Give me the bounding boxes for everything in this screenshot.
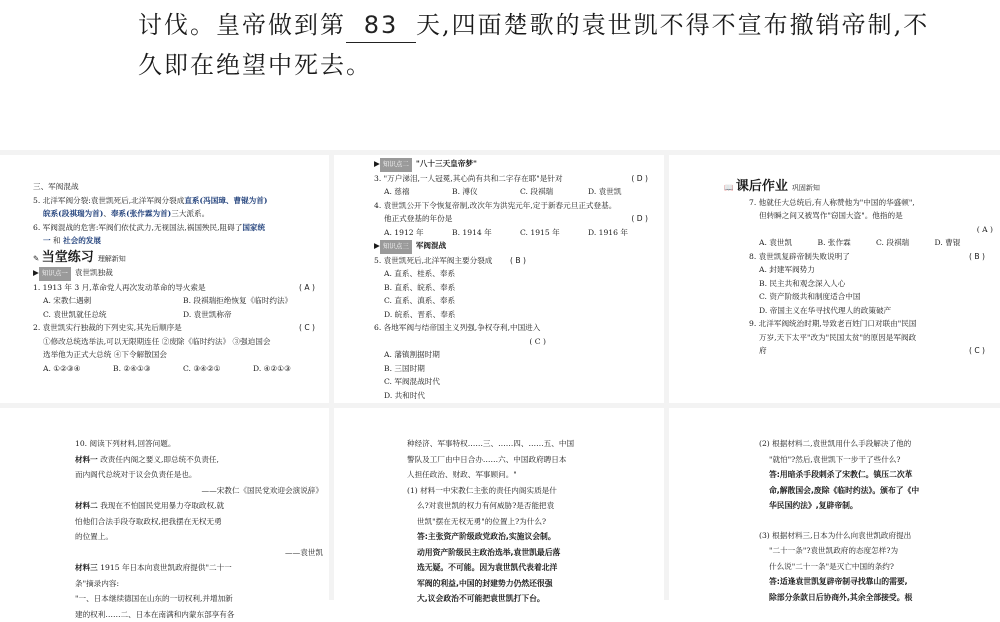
question-9-cont: 万岁,天下太平"改为"民国太贫"的原因是军阀政	[749, 331, 993, 345]
material-3-line: "一、日本继续德国在山东的一切权利,并增加新	[75, 591, 323, 607]
answer-2-line: 华民国约法》,复辟帝制。	[759, 498, 995, 514]
answer-4: ( D )	[631, 212, 648, 226]
option: A. 藩镇割据时期	[374, 348, 656, 362]
question-2-line: ①修改总统选举法,可以无限期连任 ②废除《临时约法》 ③强迫国会	[33, 335, 323, 349]
material-1-line: 而内阁代总统对于议会负责任是也。	[75, 467, 323, 483]
question-8: 8. 袁世凯复辟帝制失败说明了 ( B )	[749, 250, 993, 264]
option: A. 封建军阀势力	[749, 263, 993, 277]
question-7: 7. 他就任大总统后,有人称赞他为"中国的华盛顿",	[749, 196, 993, 210]
material-3-line: 建的权利……二、日本在南满和内蒙东部享有各	[75, 607, 323, 622]
answer-3: ( D )	[631, 172, 648, 186]
question-4: 4. 袁世凯公开下令恢复帝制,改次年为洪宪元年,定于新春元旦正式登基。	[374, 199, 656, 213]
answer-1-line: 动用资产阶级民主政治选举,袁世凯最后落	[407, 545, 659, 561]
question-6-cont: 一 和 社会的发展	[33, 234, 323, 248]
sub-question-2: (2) 根据材料二,袁世凯用什么手段解决了他的	[759, 436, 995, 452]
option: C. 资产阶级共和制度适合中国	[749, 290, 993, 304]
material-2: 材料二 我现在不怕国民党用暴力夺取政权,就	[75, 498, 323, 514]
sub-question-1-cont: 么?对袁世凯的权力有何威胁?是否能把袁	[407, 498, 659, 514]
sub-question-1-cont: 世凯"摆在无权无勇"的位置上?为什么?	[407, 514, 659, 530]
option: D. 共和时代	[374, 389, 656, 403]
material-1: 材料一 改责任内阁之要义,即总统不负责任,	[75, 452, 323, 468]
question-6b: 6. 各地军阀与结帝国主义列强,争权夺利,中国进入	[374, 321, 656, 335]
material-2-line: 的位置上。	[75, 529, 323, 545]
material-1-source: ——宋教仁《国民党欢迎会演说辞》	[75, 483, 323, 499]
question-3-options: A. 慈禧 B. 溥仪 C. 段祺瑞 D. 袁世凯	[374, 185, 656, 199]
topic-tag: 知识点一	[39, 267, 71, 281]
question-3: 3. "万户涕泪,一人冠冕,其心尚有共和二字存在耶"是针对 ( D )	[374, 172, 656, 186]
question-6: 6. 军阀混战的危害:军阀们依仗武力,无视国法,祸国殃民,阻碍了国家统	[33, 221, 323, 235]
sub-question-3-cont: 什么说"二十一条"是灭亡中国的条约?	[759, 559, 995, 575]
option: C. 军阀混战时代	[374, 375, 656, 389]
answer-9: ( C )	[969, 344, 985, 358]
worksheet-page-6	[669, 408, 1000, 600]
material-line: 种经济、军事特权……三、……四、……五、中国	[407, 436, 659, 452]
sub-question-1: (1) 材料一中宋教仁主张的责任内阁实质是什	[407, 483, 659, 499]
answer-5: ( B )	[510, 254, 526, 268]
top-text-before: 讨伐。皇帝做到第	[138, 11, 346, 39]
answer-6b: 社会的发展	[63, 236, 101, 245]
homework-heading: 📖 课后作业 巩固新知	[724, 180, 993, 196]
answer-7: ( A )	[749, 223, 993, 237]
sub-question-3: (3) 根据材料三,日本为什么向袁世凯政府提出	[759, 528, 995, 544]
answer-2: ( C )	[299, 321, 315, 335]
question-10: 10. 阅读下列材料,回答问题。	[75, 436, 323, 452]
top-line-2: 久即在绝望中死去。	[138, 48, 372, 82]
answer-6: ( C )	[374, 335, 656, 349]
question-5-cont: 皖系(段祺瑞为首)、奉系(张作霖为首)三大派系。	[33, 207, 323, 221]
answer-1: ( A )	[299, 281, 315, 295]
material-line: 人担任政治、财政、军事顾问。"	[407, 467, 659, 483]
option: B. 直系、皖系、奉系	[374, 281, 656, 295]
top-text-after: 天,四面楚歌的袁世凯不得不宣布撤销帝制,不	[416, 11, 929, 39]
question-5: 5. 北洋军阀分裂:袁世凯死后,北洋军阀分裂成直系(冯国璋、曹锟为首)	[33, 194, 323, 208]
answer-1-line: 大,议会政治不可能把袁世凯打下台。	[407, 591, 659, 607]
question-9: 9. 北洋军阀统治时期,导致老百姓门口对联由"民国	[749, 317, 993, 331]
answer-6a: 国家统	[242, 223, 265, 232]
answer-5a: 直系(冯国璋、曹锟为首)	[184, 196, 267, 205]
section-heading: ✎ 当堂练习 理解新知	[33, 251, 323, 267]
question-1-options: A. 宋教仁遇刺 B. 段祺瑞拒绝恢复《临时约法》	[33, 294, 323, 308]
worksheet-page-3	[669, 155, 1000, 403]
worksheet-page-2	[334, 155, 664, 403]
sub-question-2-cont: "就怕"?然后,袁世凯下一步干了些什么?	[759, 452, 995, 468]
fill-blank-answer: 83	[346, 8, 416, 43]
material-line: 警队及工厂由中日合办……六、中国政府聘日本	[407, 452, 659, 468]
question-2: 2. 袁世凯实行独裁的下列史实,其先后顺序是 ( C )	[33, 321, 323, 335]
material-2-source: ——袁世凯	[75, 545, 323, 561]
worksheet-page-5	[334, 408, 664, 600]
answer-5b: 皖系(段祺瑞为首)	[43, 209, 103, 218]
answer-1-line: 选无疑。不可能。因为袁世凯代表着北洋	[407, 560, 659, 576]
answer-2-line: 命,解散国会,废除《临时约法》。颁布了《中	[759, 483, 995, 499]
material-2-line: 怕他们合法手段夺取政权,把我摆在无权无勇	[75, 514, 323, 530]
question-4-cont: 他正式登基的年份是 ( D )	[374, 212, 656, 226]
option: D. 帝国主义在华寻找代理人的政策破产	[749, 304, 993, 318]
answer-1-line: 答:主张资产阶级政党政治,实施议会制。	[407, 529, 659, 545]
question-9-cont-2: 府 ( C )	[749, 344, 993, 358]
top-line-1	[138, 8, 929, 43]
option: C. 直系、滇系、奉系	[374, 294, 656, 308]
book-icon: 📖	[724, 183, 733, 192]
material-3-line: 条"摘录内容:	[75, 576, 323, 592]
answer-3-line: 答:适逢袁世凯复辟帝制寻找靠山的需要,	[759, 574, 995, 590]
topic-line-2: ▶ 知识点二 "八十三天皇帝梦"	[374, 157, 656, 172]
material-3: 材料三 1915 年日本向袁世凯政府提供"二十一	[75, 560, 323, 576]
option: B. 民主共和观念深入人心	[749, 277, 993, 291]
section-title: 三、军阀混战	[33, 180, 323, 194]
question-4-options: A. 1912 年 B. 1914 年 C. 1915 年 D. 1916 年	[374, 226, 656, 240]
answer-5c: 奉系(张作霖为首)	[111, 209, 171, 218]
worksheet-page-1	[0, 155, 329, 403]
option: A. 直系、桂系、奉系	[374, 267, 656, 281]
answer-1-line: 军阀的利益,中国的封建势力仍然还很强	[407, 576, 659, 592]
question-1-options-2: C. 袁世凯就任总统 D. 袁世凯称帝	[33, 308, 323, 322]
question-7-options: A. 袁世凯 B. 张作霖 C. 段祺瑞 D. 曹锟	[749, 236, 993, 250]
option: D. 皖系、晋系、奉系	[374, 308, 656, 322]
question-7-cont: 但转瞬之间又被骂作"窃国大盗"。他指的是	[749, 209, 993, 223]
top-banner	[0, 0, 1000, 150]
question-5b: 5. 袁世凯死后,北洋军阀主要分裂成 ( B )	[374, 254, 656, 268]
sub-question-3-cont: "二十一条"?袁世凯政府的态度怎样?为	[759, 543, 995, 559]
question-2-options: A. ①②③④ B. ②④①③ C. ③④②① D. ④②①③	[33, 362, 323, 376]
answer-2-line: 答:用暗杀手段刺杀了宋教仁。镇压二次革	[759, 467, 995, 483]
answer-8: ( B )	[969, 250, 985, 264]
topic-line-3: ▶ 知识点三 军阀混战	[374, 239, 656, 254]
worksheet-page-4	[0, 408, 329, 600]
question-2-line-2: 选举他为正式大总统 ④下令解散国会	[33, 348, 323, 362]
pencil-icon: ✎	[33, 254, 39, 263]
answer-3-line: 除部分条款日后协商外,其余全部接受。根	[759, 590, 995, 606]
topic-line: ▶ 知识点一 袁世凯独裁	[33, 266, 323, 281]
question-1: 1. 1913 年 3 月,革命党人再次发动革命的导火索是 ( A )	[33, 281, 323, 295]
option: B. 三国时期	[374, 362, 656, 376]
